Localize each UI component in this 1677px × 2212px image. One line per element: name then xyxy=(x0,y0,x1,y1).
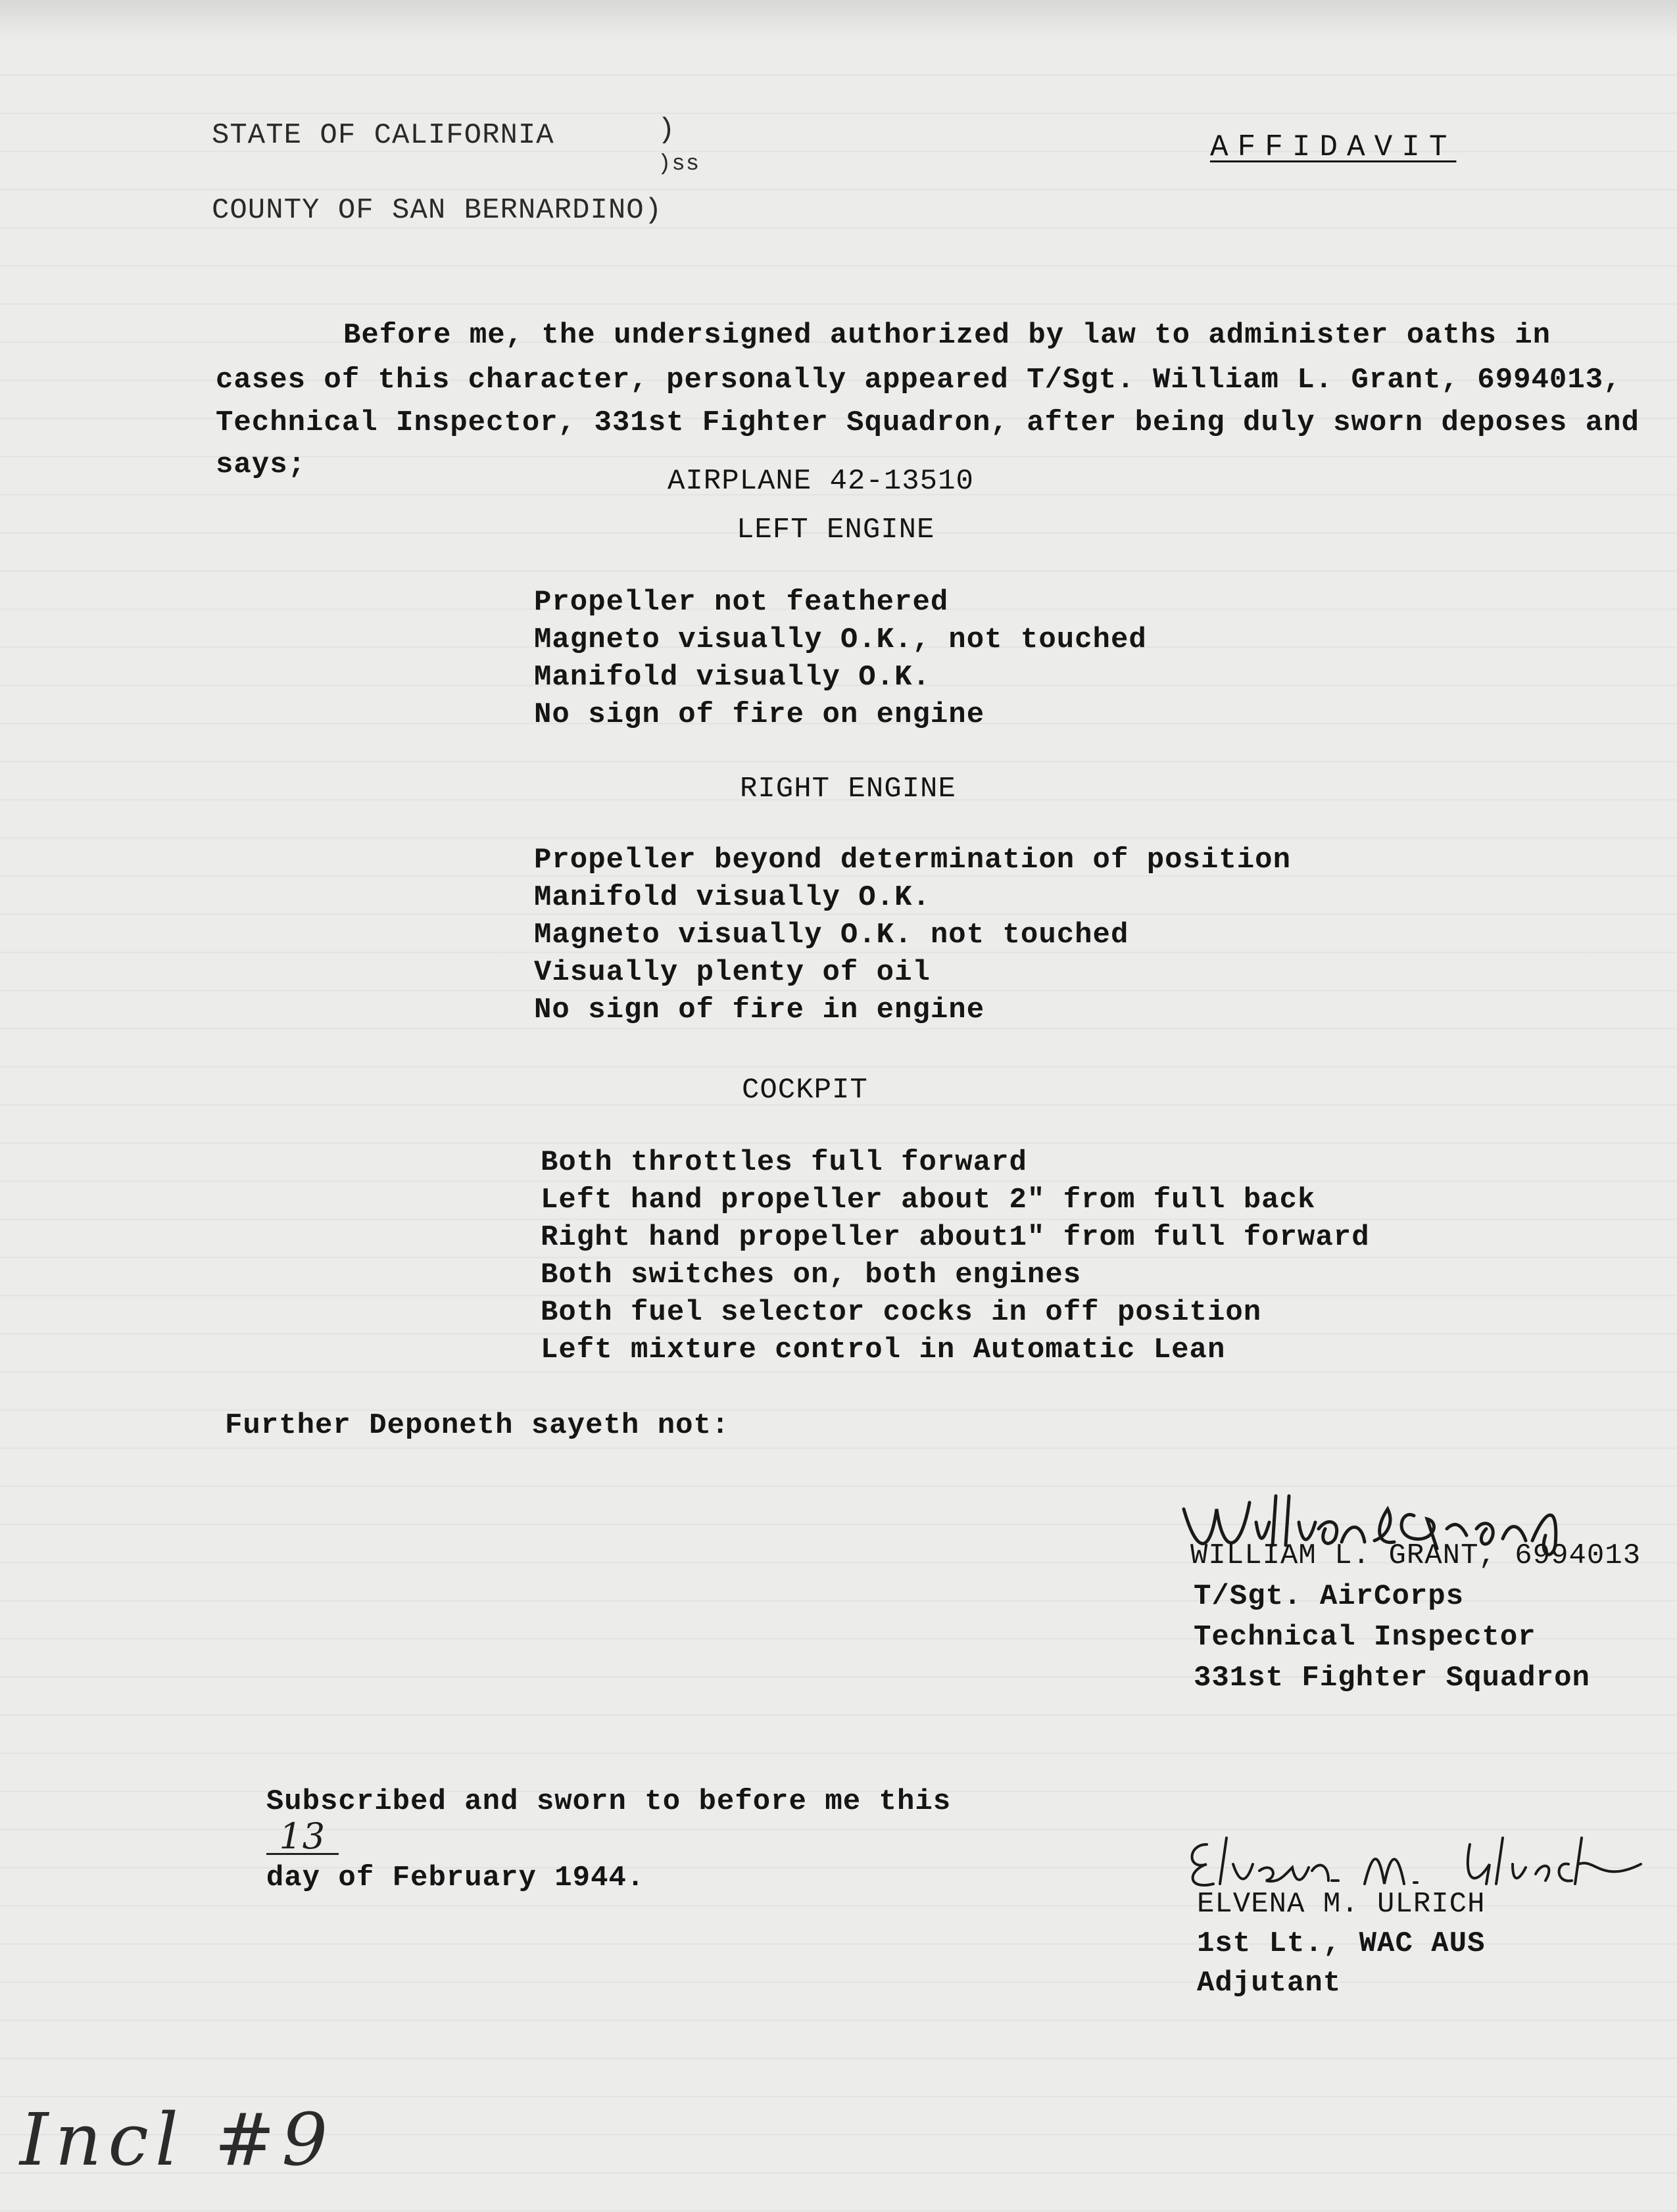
section-heading-left-engine: LEFT ENGINE xyxy=(737,514,935,546)
list-item: Manifold visually O.K. xyxy=(534,881,931,914)
jurat-after: day of February 1944. xyxy=(266,1862,645,1894)
county-line: COUNTY OF SAN BERNARDINO) xyxy=(212,194,663,227)
deponent-role: Technical Inspector xyxy=(1194,1621,1536,1654)
list-item: Propeller beyond determination of position xyxy=(534,844,1291,877)
deponent-rank: T/Sgt. AirCorps xyxy=(1194,1580,1465,1613)
list-item: No sign of fire on engine xyxy=(534,698,985,731)
document-title: AFFIDAVIT xyxy=(1210,130,1457,164)
list-item: Magneto visually O.K., not touched xyxy=(534,623,1147,656)
officer-name: ELVENA M. ULRICH xyxy=(1197,1888,1486,1921)
list-item: Left mixture control in Automatic Lean xyxy=(541,1334,1226,1366)
list-item: Propeller not feathered xyxy=(534,586,949,619)
enclosure-note: Incl #9 xyxy=(20,2098,335,2182)
jurat-before: Subscribed and sworn to before me this xyxy=(266,1785,952,1818)
list-item: Both fuel selector cocks in off position xyxy=(541,1296,1262,1329)
deponent-name: WILLIAM L. GRANT, 6994013 xyxy=(1190,1539,1641,1572)
jurat-day: 13 xyxy=(266,1820,339,1855)
list-item: Visually plenty of oil xyxy=(534,956,931,989)
list-item: Right hand propeller about1" from full forward xyxy=(541,1221,1370,1254)
scan-edge xyxy=(0,0,1677,39)
officer-rank: 1st Lt., WAC AUS xyxy=(1197,1927,1486,1960)
list-item: Both throttles full forward xyxy=(541,1146,1027,1179)
intro-line-4: says; xyxy=(216,448,306,481)
list-item: No sign of fire in engine xyxy=(534,994,985,1026)
list-item: Magneto visually O.K. not touched xyxy=(534,919,1129,951)
paren-top: ) xyxy=(658,114,676,147)
state-line: STATE OF CALIFORNIA xyxy=(212,119,554,152)
section-heading-right-engine: RIGHT ENGINE xyxy=(740,773,956,805)
list-item: Manifold visually O.K. xyxy=(534,661,931,694)
intro-line-3: Technical Inspector, 331st Fighter Squadron, after being duly sworn deposes and xyxy=(216,406,1640,439)
right-engine-list xyxy=(534,842,1291,1029)
closing-statement: Further Deponeth sayeth not: xyxy=(225,1409,730,1442)
jurat-line xyxy=(230,1746,951,1896)
list-item: Both switches on, both engines xyxy=(541,1259,1082,1291)
officer-role: Adjutant xyxy=(1197,1967,1342,2000)
deponent-unit: 331st Fighter Squadron xyxy=(1194,1662,1590,1695)
cockpit-list xyxy=(541,1144,1370,1369)
list-item: Left hand propeller about 2" from full back xyxy=(541,1184,1316,1216)
intro-line-2: cases of this character, personally appeared T/Sgt. William L. Grant, 6994013, xyxy=(216,364,1622,397)
ss-mark: )ss xyxy=(658,152,700,177)
left-engine-list xyxy=(534,584,1147,734)
section-heading-cockpit: COCKPIT xyxy=(742,1074,868,1107)
intro-line-1: Before me, the undersigned authorized by law to administer oaths in xyxy=(343,319,1551,352)
airplane-number: AIRPLANE 42-13510 xyxy=(668,465,974,498)
